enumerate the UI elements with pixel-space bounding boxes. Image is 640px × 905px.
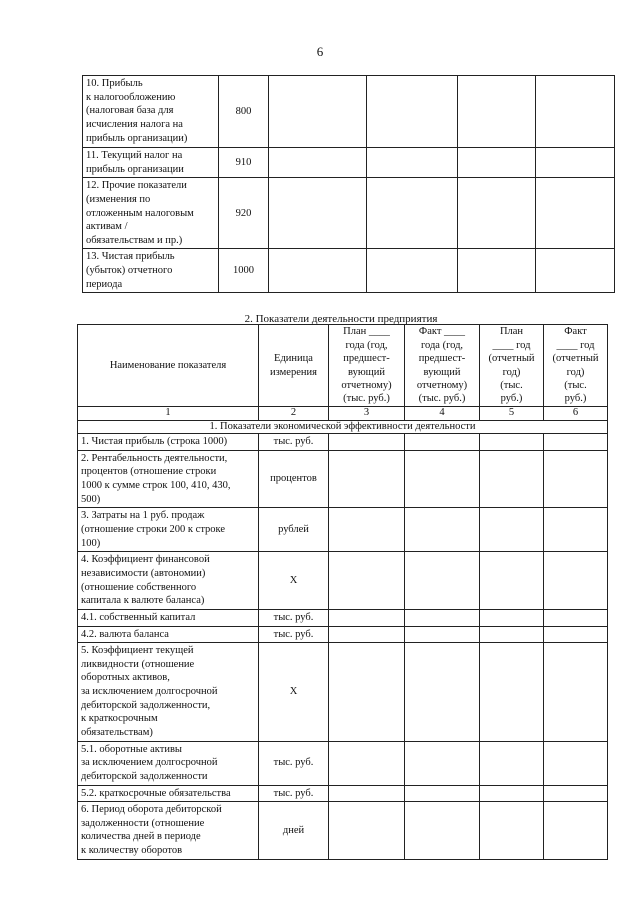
row-name: 5.2. краткосрочные обязательства bbox=[78, 785, 259, 802]
row-name: 10. Прибыль к налогообложению (налоговая база для исчисления налога на прибыль организации) bbox=[83, 76, 219, 148]
table-row bbox=[78, 552, 608, 610]
column-number: 1 bbox=[78, 407, 259, 421]
column-number: 4 bbox=[405, 407, 480, 421]
indicators-table-continued bbox=[82, 75, 615, 293]
header-plan-current: План ____ год (отчетный год) (тыс. руб.) bbox=[480, 325, 544, 407]
table-row bbox=[78, 450, 608, 508]
row-code: 800 bbox=[219, 76, 269, 148]
table-row bbox=[78, 508, 608, 552]
header-unit: Единица измерения bbox=[259, 325, 329, 407]
page-number: 6 bbox=[316, 44, 324, 59]
column-number: 5 bbox=[480, 407, 544, 421]
table-row bbox=[78, 741, 608, 785]
row-code: 1000 bbox=[219, 249, 269, 293]
row-unit: Х bbox=[259, 552, 329, 610]
section-row bbox=[78, 420, 608, 434]
row-code: 910 bbox=[219, 148, 269, 178]
table-row bbox=[78, 785, 608, 802]
table-row bbox=[83, 178, 615, 249]
row-unit: тыс. руб. bbox=[259, 626, 329, 643]
row-unit: дней bbox=[259, 802, 329, 860]
header-fact-current: Факт ____ год (отчетный год) (тыс. руб.) bbox=[544, 325, 608, 407]
row-name: 12. Прочие показатели (изменения по отложенным налоговым активам / обязательствам и пр.) bbox=[83, 178, 219, 249]
row-name: 1. Чистая прибыль (строка 1000) bbox=[78, 434, 259, 451]
table-row bbox=[78, 609, 608, 626]
column-number: 2 bbox=[259, 407, 329, 421]
row-code: 920 bbox=[219, 178, 269, 249]
enterprise-indicators-table bbox=[77, 324, 608, 860]
table-row bbox=[83, 249, 615, 293]
header-fact-prev: Факт ____ года (год, предшест- вующий отчетному) (тыс. руб.) bbox=[405, 325, 480, 407]
row-name: 4.1. собственный капитал bbox=[78, 609, 259, 626]
table-header-row bbox=[78, 325, 608, 407]
table-row bbox=[78, 626, 608, 643]
row-unit: тыс. руб. bbox=[259, 434, 329, 451]
table-row bbox=[83, 76, 615, 148]
section-heading: 1. Показатели экономической эффективности деятельности bbox=[78, 420, 608, 434]
column-number: 3 bbox=[329, 407, 405, 421]
table-row bbox=[83, 148, 615, 178]
header-plan-prev: План ____ года (год, предшест- вующий отчетному) (тыс. руб.) bbox=[329, 325, 405, 407]
row-name: 5.1. оборотные активы за исключением долгосрочной дебиторской задолженности bbox=[78, 741, 259, 785]
row-name: 4. Коэффициент финансовой независимости (автономии) (отношение собственного капитала к валюте баланса) bbox=[78, 552, 259, 610]
section-title: 2. Показатели деятельности предприятия bbox=[244, 313, 438, 325]
header-name: Наименование показателя bbox=[78, 325, 259, 407]
row-name: 6. Период оборота дебиторской задолженности (отношение количества дней в периоде к количеству оборотов bbox=[78, 802, 259, 860]
row-unit: тыс. руб. bbox=[259, 785, 329, 802]
table-row bbox=[78, 643, 608, 741]
row-name: 5. Коэффициент текущей ликвидности (отношение оборотных активов, за исключением долгосрочной дебиторской задолженности, к краткосрочным обязательствам) bbox=[78, 643, 259, 741]
row-unit: тыс. руб. bbox=[259, 741, 329, 785]
row-name: 2. Рентабельность деятельности, процентов (отношение строки 1000 к сумме строк 100, 410, 430, 500) bbox=[78, 450, 259, 508]
table-row bbox=[78, 434, 608, 451]
table-row bbox=[78, 802, 608, 860]
row-unit: рублей bbox=[259, 508, 329, 552]
column-numbers-row bbox=[78, 407, 608, 421]
row-name: 3. Затраты на 1 руб. продаж (отношение строки 200 к строке 100) bbox=[78, 508, 259, 552]
row-name: 11. Текущий налог на прибыль организации bbox=[83, 148, 219, 178]
row-name: 13. Чистая прибыль (убыток) отчетного периода bbox=[83, 249, 219, 293]
row-unit: тыс. руб. bbox=[259, 609, 329, 626]
column-number: 6 bbox=[544, 407, 608, 421]
row-unit: процентов bbox=[259, 450, 329, 508]
row-unit: Х bbox=[259, 643, 329, 741]
row-name: 4.2. валюта баланса bbox=[78, 626, 259, 643]
